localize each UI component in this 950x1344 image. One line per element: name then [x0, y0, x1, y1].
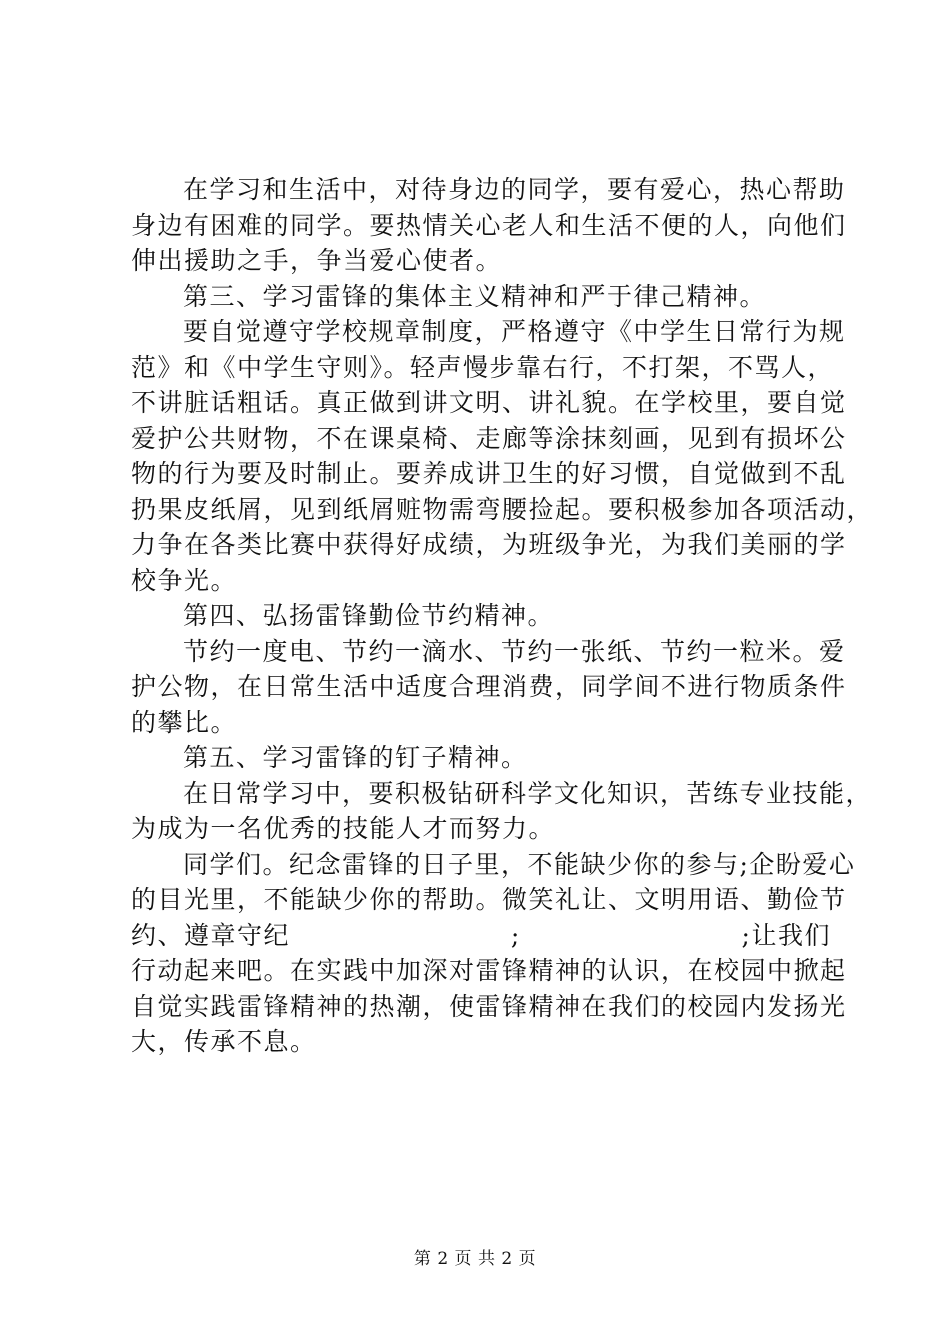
- text-line: 自觉实践雷锋精神的热潮，使雷锋精神在我们的校园内发扬光: [131, 991, 847, 1021]
- text-line: 为成为一名优秀的技能人才而努力。: [131, 814, 556, 843]
- text-segment: ;让我们: [741, 920, 831, 950]
- text-line: 在日常学习中，要积极钻研科学文化知识，苦练专业技能，: [183, 778, 873, 808]
- paragraph-5: [131, 634, 847, 741]
- text-line: 力争在各类比赛中获得好成绩，为班级争光，为我们美丽的学: [131, 530, 847, 559]
- text-line: 的目光里，不能缺少你的帮助。微笑礼让、文明用语、勤俭节: [131, 885, 847, 914]
- text-line: 节约一度电、节约一滴水、节约一张纸、节约一粒米。爱: [183, 636, 846, 666]
- text-line-with-gaps: [131, 918, 831, 954]
- text-line: 行动起来吧。在实践中加深对雷锋精神的认识，在校园中掀起: [131, 956, 847, 985]
- text-segment: 约、遵章守纪: [131, 920, 291, 950]
- heading-fifth: [131, 740, 831, 776]
- text-line: 在学习和生活中，对待身边的同学，要有爱心，热心帮助: [183, 175, 846, 204]
- text-line: 要自觉遵守学校规章制度，严格遵守《中学生日常行为规: [183, 317, 846, 346]
- section-heading: 第三、学习雷锋的集体主义精神和严于律己精神。: [183, 281, 767, 311]
- heading-fourth: [131, 598, 831, 634]
- text-line: 大，传承不息。: [131, 1027, 317, 1056]
- paragraph-8: [131, 847, 856, 1060]
- text-line: 不讲脏话粗话。真正做到讲文明、讲礼貌。在学校里，要自觉: [131, 388, 847, 417]
- text-line: 校争光。: [131, 565, 238, 595]
- page-number-footer: 第 2 页 共 2 页: [413, 1249, 537, 1269]
- section-heading: 第五、学习雷锋的钉子精神。: [183, 743, 528, 772]
- text-line: 扔果皮纸屑，见到纸屑赃物需弯腰捡起。要积极参加各项活动，: [131, 494, 874, 524]
- text-line: 爱护公共财物，不在课桌椅、走廊等涂抹刻画，见到有损坏公: [131, 423, 847, 453]
- text-line: 身边有困难的同学。要热情关心老人和生活不便的人，向他们: [131, 210, 847, 240]
- paragraph-1: [131, 172, 847, 279]
- paragraph-7: [131, 776, 873, 847]
- text-segment: ;: [510, 920, 521, 950]
- text-line: 同学们。纪念雷锋的日子里，不能缺少你的参与;企盼爱心: [183, 849, 856, 879]
- text-line: 物的行为要及时制止。要养成讲卫生的好习惯，自觉做到不乱: [131, 459, 847, 488]
- text-line: 的攀比。: [131, 707, 238, 737]
- text-line: 范》和《中学生守则》。轻声慢步靠右行，不打架，不骂人，: [131, 352, 835, 382]
- document-body: [131, 172, 874, 1060]
- text-line: 伸出援助之手，争当爱心使者。: [131, 246, 503, 275]
- text-line: 护公物，在日常生活中适度合理消费，同学间不进行物质条件: [131, 672, 847, 701]
- section-heading: 第四、弘扬雷锋勤俭节约精神。: [183, 601, 555, 630]
- paragraph-3: [131, 314, 874, 598]
- heading-third: [131, 279, 831, 315]
